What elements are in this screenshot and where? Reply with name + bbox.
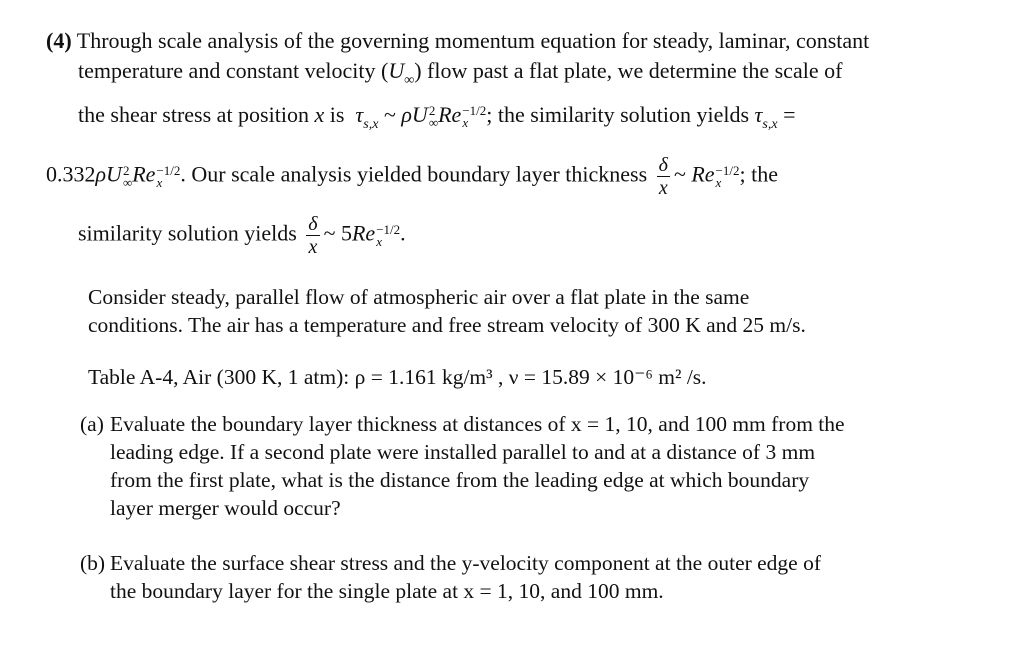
question-b [80,549,960,605]
question-a-line-2: leading edge. If a second plate were installed parallel to and at a distance of 3 mm [110,440,816,464]
problem-line-3: the shear stress at position x is $\tau_{s,x}$ ~ ρU 2 ∞ Re −1/2 x ; the similarity solution yields $\tau_{s,x}$ = [78,102,796,132]
context-line-1: Consider steady, parallel flow of atmospheric air over a flat plate in the same [88,285,750,309]
problem-line-5: similarity solution yields $\frac{\delta}{x}$ ~ 5Re −1/2 x . [78,213,406,258]
question-a-line-1: Evaluate the boundary layer thickness at distances of x = 1, 10, and 100 mm from the [110,412,845,436]
problem-line-4: 0.332ρU 2 ∞ Re −1/2 x . Our scale analysis yielded boundary layer thickness $\frac{\delta}{x}$ ~ Re −1/2 x ; the [46,154,778,199]
problem-line-2: temperature and constant velocity $(U_\infty)$ flow past a flat plate, we determine the scale of [78,58,843,88]
question-a [80,410,960,522]
problem-statement [46,26,956,258]
question-a-line-3: from the first plate, what is the distance from the leading edge at which boundary [110,468,810,492]
question-b-label: (b) [80,551,106,575]
table-reference: Table A-4, Air (300 K, 1 atm): ρ = 1.161 kg/m³ , ν = 15.89 × 10⁻⁶ m² /s. [88,365,707,389]
context-line-2: conditions. The air has a temperature and free stream velocity of 300 K and 25 m/s. [88,313,806,337]
question-a-line-4: layer merger would occur? [110,496,341,520]
question-b-line-2: the boundary layer for the single plate at x = 1, 10, and 100 mm. [110,579,664,603]
problem-number: (4) [46,28,72,53]
context-paragraph [88,283,948,339]
question-b-line-1: Evaluate the surface shear stress and the y-velocity component at the outer edge of [110,551,822,575]
question-a-label: (a) [80,412,104,436]
problem-line-1: (4) Through scale analysis of the governing momentum equation for steady, laminar, constant [46,28,870,53]
